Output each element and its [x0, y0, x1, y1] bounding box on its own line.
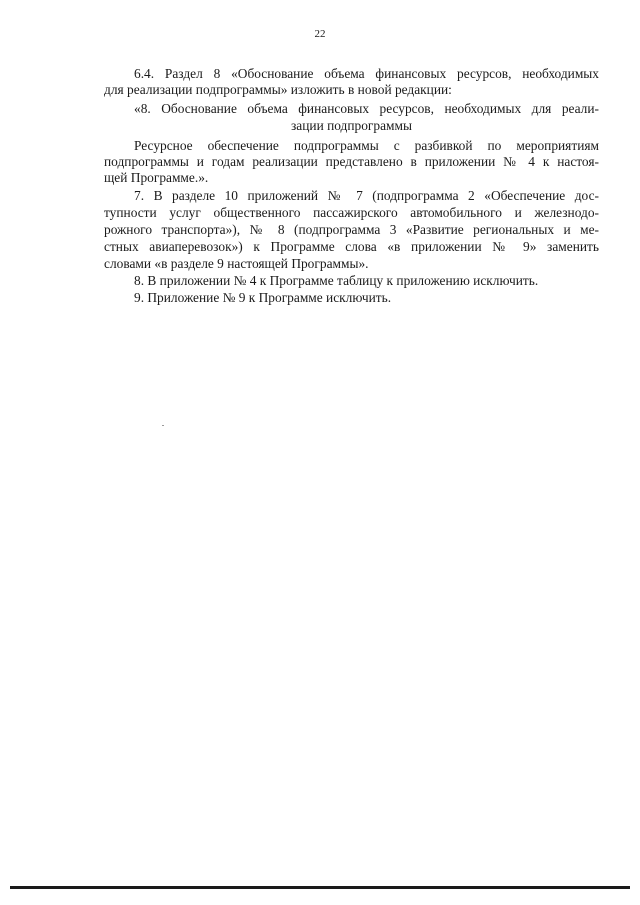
text-line: тупности услуг общественного пассажирского автомобильного и железнодо-	[104, 205, 599, 220]
scan-speck	[162, 425, 164, 426]
section-heading-line: зации подпрограммы	[291, 118, 412, 133]
text-line: 9. Приложение № 9 к Программе исключить.	[134, 290, 392, 305]
text-line: стных авиаперевозок») к Программе слова «в приложении № 9» заменить	[104, 239, 599, 254]
text-line: 8. В приложении № 4 к Программе таблицу к приложению исключить.	[134, 273, 539, 288]
text-line: щей Программе.».	[104, 170, 209, 185]
text-line: 7. В разделе 10 приложений № 7 (подпрограмма 2 «Обеспечение дос-	[134, 188, 599, 203]
text-line: подпрограммы и годам реализации представлено в приложении № 4 к настоя-	[104, 154, 599, 169]
bottom-rule	[10, 886, 630, 889]
page-number: 22	[314, 28, 326, 40]
text-line: рожного транспорта»), № 8 (подпрограмма 3 «Развитие региональных и ме-	[104, 222, 599, 237]
text-line: словами «в разделе 9 настоящей Программы».	[104, 256, 369, 271]
text-line: для реализации подпрограммы» изложить в новой редакции:	[104, 82, 452, 97]
text-line: «8. Обоснование объема финансовых ресурсов, необходимых для реали-	[134, 101, 599, 116]
text-line: Ресурсное обеспечение подпрограммы с разбивкой по мероприятиям	[134, 138, 599, 153]
text-line: 6.4. Раздел 8 «Обоснование объема финансовых ресурсов, необходимых	[134, 66, 599, 81]
